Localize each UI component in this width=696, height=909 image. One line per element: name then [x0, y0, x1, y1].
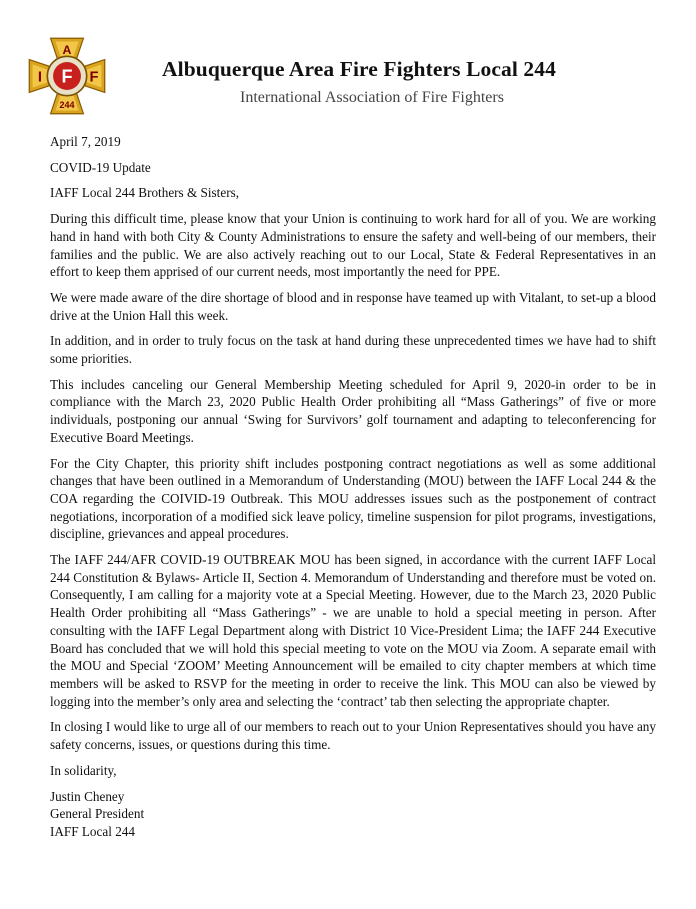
signature-block — [50, 788, 656, 841]
logo-letter-f-center: F — [61, 66, 73, 87]
signature-name: Justin Cheney — [50, 788, 125, 804]
paragraph-2: We were made aware of the dire shortage of blood and in response have teamed up with Vitalant, to set-up a blood drive at the Union Hall this week. — [50, 289, 656, 323]
signature-org: IAFF Local 244 — [50, 823, 135, 839]
letter-closing: In solidarity, — [50, 762, 117, 778]
letter-date: April 7, 2019 — [50, 134, 121, 149]
letter-subject: COVID-19 Update — [50, 159, 151, 175]
paragraph-6: The IAFF 244/AFR COVID-19 OUTBREAK MOU has been signed, in accordance with the current IAFF Local 244 Constitution & Bylaws- Article II, Section 4. Memorandum of Understanding and therefore must be voted on. Consequently, I am calling for a majority vote at a Special Meeting. However, due to the March 23, 2020 Public Health Order prohibiting all “Mass Gatherings” - we are unable to hold a special meeting in person. After consulting with the IAFF Legal Department along with District 10 Vice-President Lima; the IAFF 244 Executive Board has concluded that we will hold this special meeting to vote on the MOU via Zoom. A separate email with the MOU and Special ‘ZOOM’ Meeting Announcement will be emailed to city chapter members at which time members will be asked to RSVP for the meeting in order to receive the link. This MOU can also be viewed by logging into the member’s only area and selecting the ‘contract’ tab then selecting the appropriate chapter. — [50, 552, 656, 709]
paragraph-5: For the City Chapter, this priority shift includes postponing contract negotiations as well as some additional changes that have been outlined in a Memorandum of Understanding (MOU) between the IAFF Local 244 & the COA regarding the COIVID-19 Outbreak. This MOU addresses issues such as the postponement of contract negotiations, incorporation of a modified sick leave policy, timeline suspension for pilot programs, investigations, discipline, grievances and appeal procedures. — [50, 455, 656, 542]
letterhead — [0, 0, 696, 120]
paragraph-7: In closing I would like to urge all of our members to reach out to your Union Representatives should you have any safety concerns, issues, or questions during this time. — [50, 719, 656, 753]
signature-title: General President — [50, 806, 145, 822]
paragraph-3: In addition, and in order to truly focus on the task at hand during these unprecedented times we have had to shift some priorities. — [50, 333, 656, 367]
paragraph-4: This includes canceling our General Membership Meeting scheduled for April 9, 2020-in order to be in compliance with the March 23, 2020 Public Health Order prohibiting all “Mass Gatherings” of five or more individuals, postponing our annual ‘Swing for Survivors’ golf tournament and adapting to teleconferencing for Executive Board Meetings. — [50, 376, 656, 445]
logo-number: 244 — [59, 99, 75, 110]
logo-letter-a: A — [62, 42, 72, 57]
logo-letter-i: I — [37, 69, 42, 86]
letter-body — [50, 133, 656, 841]
paragraph-1: During this difficult time, please know that your Union is continuing to work hard for all of you. We are working hand in hand with both City & County Administrations to ensure the safety and well-being of our members, their families and the public. We are also actively reaching out to our Local, State & Federal Representatives in an effort to keep them apprised of our current needs, most importantly the need for PPE. — [50, 211, 656, 280]
letter-salutation: IAFF Local 244 Brothers & Sisters, — [50, 185, 240, 201]
iaff-logo — [26, 35, 108, 117]
logo-letter-f-right: F — [89, 69, 99, 86]
organization-title: Albuquerque Area Fire Fighters Local 244 — [162, 57, 556, 81]
organization-subtitle: International Association of Fire Fighters — [240, 89, 504, 106]
